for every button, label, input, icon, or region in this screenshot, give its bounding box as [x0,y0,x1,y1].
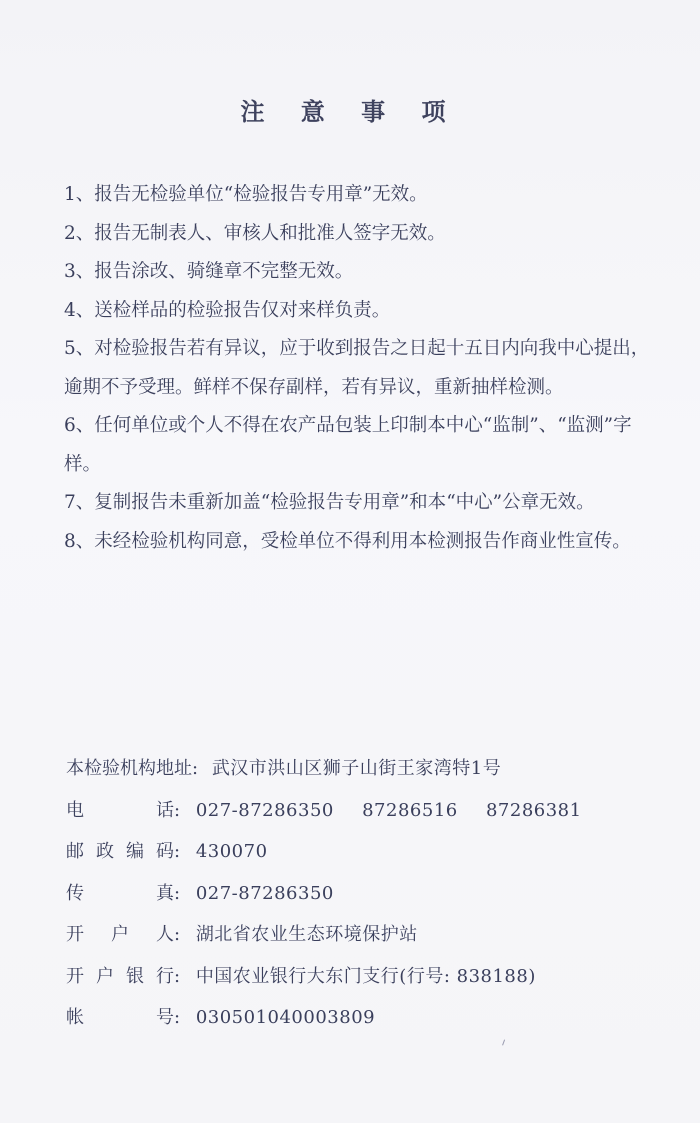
note-item-6: 6、任何单位或个人不得在农产品包装上印制本中心“监制”、“监测”字样。 [64,415,632,475]
note-item-8: 8、未经检验机构同意，受检单位不得利用本检测报告作商业性宣传。 [64,530,631,552]
account-holder-colon: : [174,924,181,945]
account-holder-label: 开户人 [66,924,174,945]
account-colon: : [174,1007,181,1028]
account-holder-value: 湖北省农业生态环境保护站 [195,924,418,945]
bank-label: 开户银行 [66,965,174,987]
note-item-2: 2、报告无制表人、审核人和批准人签字无效。 [64,222,446,244]
fax-colon: : [174,882,181,904]
address-value: 武汉市洪山区狮子山街王家湾特1号 [211,758,502,779]
note-item-3: 3、报告涂改、骑缝章不完整无效。 [64,261,354,282]
bank-colon: : [174,965,181,987]
phone-value-1: 027-87286350 [195,799,334,821]
scan-speck [502,1039,508,1046]
institution-info [66,748,666,1039]
postcode-value: 430070 [195,841,268,862]
fax-row [66,873,666,915]
postcode-label: 邮政编码 [66,841,174,862]
postcode-row [66,831,666,873]
account-label: 帐号 [66,1007,174,1028]
phone-value-3: 87286381 [485,799,582,821]
notes-list [64,176,664,561]
phone-label: 电话 [66,799,174,821]
phone-colon: : [174,799,181,821]
phone-values [196,800,582,821]
bank-row [66,956,666,998]
note-item-5: 5、对检验报告若有异议，应于收到报告之日起十五日内向我中心提出，逾期不予受理。鲜样不保存副样，若有异议，重新抽样检测。 [64,338,650,398]
fax-value: 027-87286350 [195,882,334,904]
page-title: 注 意 事 项 [240,98,460,126]
phone-row [66,790,666,832]
address-label: 本检验机构地址: [66,758,199,779]
account-row [66,997,666,1039]
note-item-4: 4、送检样品的检验报告仅对来样负责。 [64,299,391,321]
account-value: 030501040003809 [195,1007,376,1028]
account-holder-row [66,914,666,956]
address-row [66,748,666,790]
phone-value-2: 87286516 [362,799,458,821]
fax-label: 传真 [66,882,174,904]
note-item-7: 7、复制报告未重新加盖“检验报告专用章”和本“中心”公章无效。 [64,492,595,513]
bank-value: 中国农业银行大东门支行(行号: 838188) [195,965,536,987]
note-item-1: 1、报告无检验单位“检验报告专用章”无效。 [64,184,428,205]
postcode-colon: : [174,841,181,862]
